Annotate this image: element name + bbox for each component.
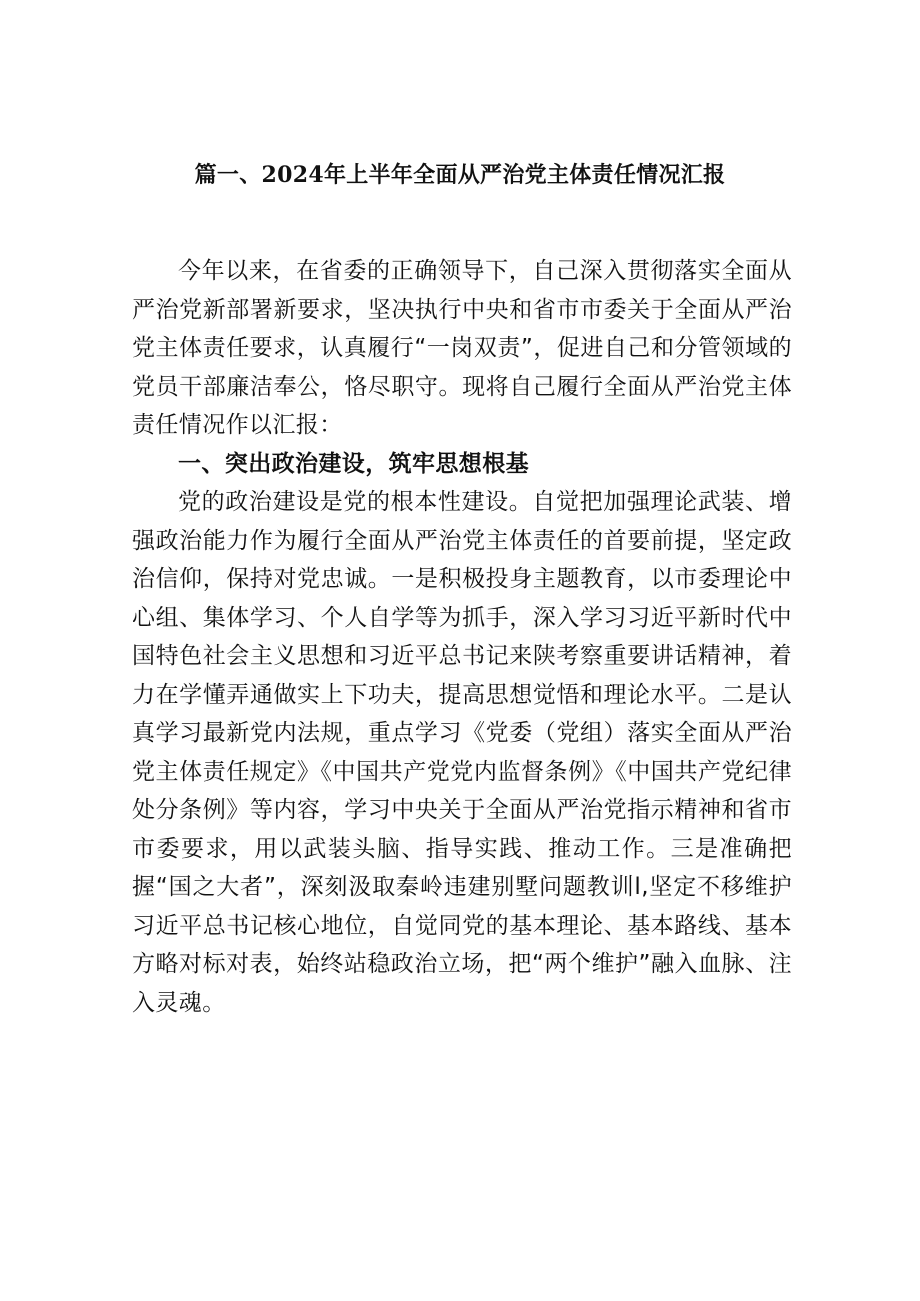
section-paragraph-1: 党的政治建设是党的根本性建设。自觉把加强理论武装、增强政治能力作为履行全面从严治党主体责任的首要前提，坚定政治信仰，保持对党忠诚。一是积极投身主题教育，以市委理论中心组、集体学习、个人自学等为抓手，深入学习习近平新时代中国特色社会主义思想和习近平总书记来陕考察重要讲话精神，着力在学懂弄通做实上下功夫，提高思想觉悟和理论水平。二是认真学习最新党内法规，重点学习《党委（党组）落实全面从严治党主体责任规定》《中国共产党党内监督条例》《中国共产党纪律处分条例》等内容，学习中央关于全面从严治党指示精神和省市市委要求，用以武装头脑、指导实践、推动工作。三是准确把握“国之大者”，深刻汲取秦岭违建别墅问题教训l,坚定不移维护习近平总书记核心地位，自觉同党的基本理论、基本路线、基本方略对标对表，始终站稳政治立场，把“两个维护”融入血脉、注入灵魂。	[132, 489, 792, 1016]
intro-paragraph: 今年以来，在省委的正确领导下，自己深入贯彻落实全面从严治党新部署新要求，坚决执行中央和省市市委关于全面从严治党主体责任要求，认真履行“一岗双责”，促进自己和分管领域的党员干部廉洁奉公，恪尽职守。现将自己履行全面从严治党主体责任情况作以汇报：	[132, 258, 792, 438]
document-body	[132, 252, 792, 1022]
document-title: 篇一、2024年上半年全面从严治党主体责任情况汇报	[194, 162, 726, 188]
section-heading-1: 一、突出政治建设，筑牢思想根基	[178, 450, 529, 477]
